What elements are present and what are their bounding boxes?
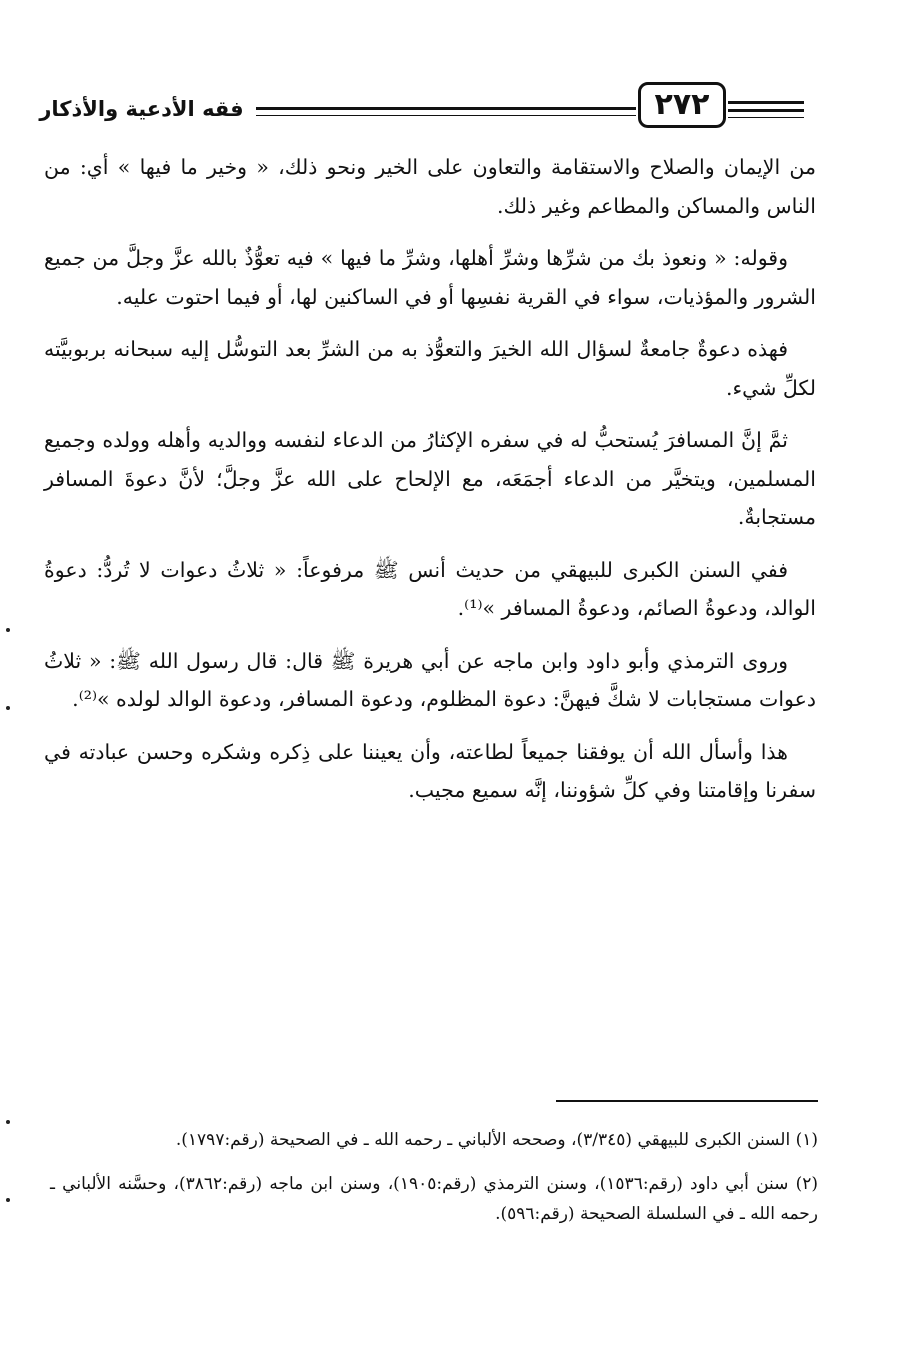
page-header [34,70,804,140]
paragraph-4: ثمَّ إنَّ المسافرَ يُستحبُّ له في سفره الإكثارُ من الدعاء لنفسه ووالديه وأهله وولده وجميع المسلمين، ويتخيَّر من الدعاء أجمَعَه، مع الإلحاح على الله عزَّ وجلَّ؛ لأنَّ دعوةَ المسافر مستجابةٌ. [44,428,816,529]
scan-speck [6,1198,10,1202]
footnote-separator [556,1100,818,1102]
header-rule-right-thin [728,117,804,118]
footnote-1: (١) السنن الكبرى للبيهقي (٣/٣٤٥)، وصححه الألباني ـ رحمه الله ـ في الصحيحة (رقم:١٧٩٧). [175,1130,818,1150]
paragraph-1: من الإيمان والصلاح والاستقامة والتعاون على الخير ونحو ذلك، « وخير ما فيها » أي: من الناس والمساكن والمطاعم وغير ذلك. [44,155,816,218]
paragraph-2: وقوله: « ونعوذ بك من شرِّها وشرِّ أهلها، وشرِّ ما فيها » فيه تعوُّذٌ بالله عزَّ وجلَّ من جميع الشرور والمؤذيات، سواء في القرية نفسِها أو في الساكنين لها، أو فيما احتوت عليه. [44,246,816,309]
page-number: ٢٧٢ [638,82,726,128]
footnotes [50,1125,818,1243]
scan-speck [6,706,10,710]
scan-speck [6,628,10,632]
paragraph-3: فهذه دعوةٌ جامعةٌ لسؤال الله الخيرَ والتعوُّذ به من الشرِّ بعد التوسُّل إليه سبحانه بربوبيَّته لكلِّ شيء. [44,337,816,400]
main-text [44,148,816,824]
scan-speck [6,1120,10,1124]
header-rule-right-thick [728,101,804,104]
header-rule-left-thick [256,107,636,110]
paragraph-6: وروى الترمذي وأبو داود وابن ماجه عن أبي هريرة ﷺ قال: قال رسول الله ﷺ: « ثلاثُ دعوات مستجابات لا شكَّ فيهنَّ: دعوة المظلوم، ودعوة المسافر، ودعوة الوالد لولده »⁽²⁾. [44,648,816,711]
paragraph-7: هذا وأسأل الله أن يوفقنا جميعاً لطاعته، وأن يعيننا على ذِكره وشكره وحسن عبادته في سفرنا وإقامتنا وفي كلِّ شؤوننا، إنَّه سميع مجيب. [44,739,816,802]
book-title: فقه الأدعية والأذكار [39,97,244,121]
header-rule-left-thin [256,115,636,116]
header-rule-right-mid [728,109,804,112]
paragraph-5: ففي السنن الكبرى للبيهقي من حديث أنس ﷺ مرفوعاً: « ثلاثُ دعوات لا تُردُّ: دعوةُ الوالد، ودعوةُ الصائم، ودعوةُ المسافر »⁽¹⁾. [44,557,816,620]
footnote-2: (٢) سنن أبي داود (رقم:١٥٣٦)، وسنن الترمذي (رقم:١٩٠٥)، وسنن ابن ماجه (رقم:٣٨٦٢)، وحسَّنه الألباني ـ رحمه الله ـ في السلسلة الصحيحة (رقم:٥٩٦). [50,1174,818,1224]
